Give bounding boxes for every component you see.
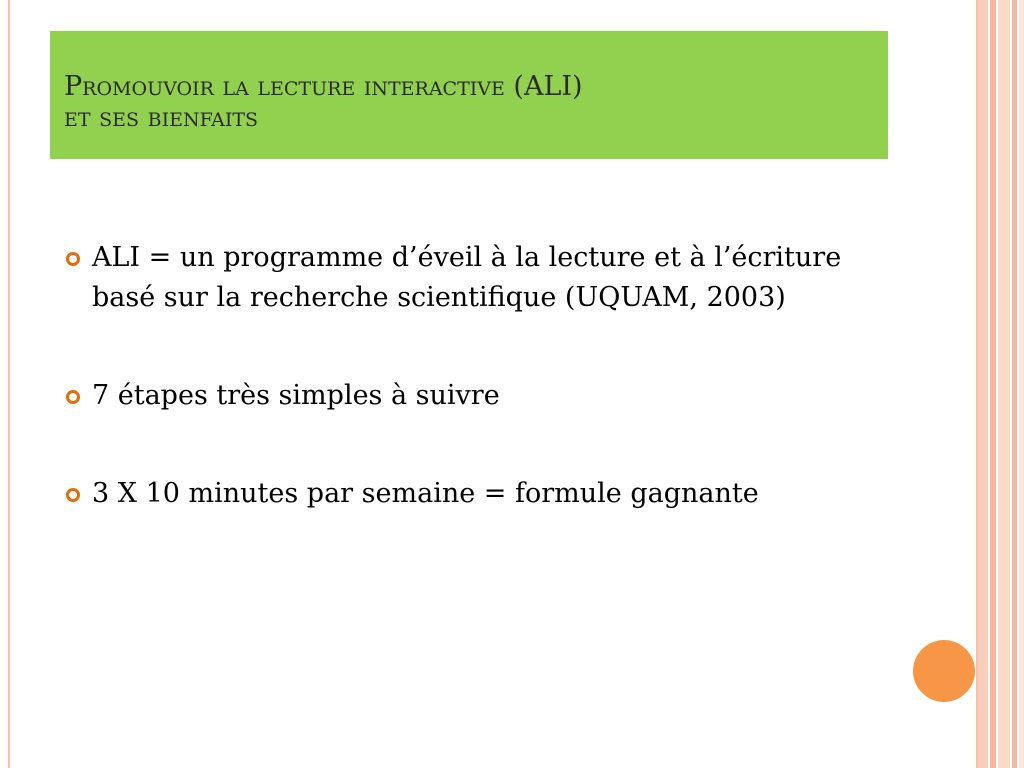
bullet-text: 3 X 10 minutes par semaine = formule gagnante	[92, 478, 759, 509]
slide-title-line-1: Promouvoir la lecture interactive (ALI)	[64, 71, 583, 102]
bullet-list	[64, 238, 864, 572]
bullet-circle-icon	[66, 252, 80, 266]
decorative-stripe	[998, 0, 1010, 768]
bullet-circle-icon	[66, 488, 80, 502]
bullet-item	[64, 238, 864, 318]
decorative-stripe	[1019, 0, 1024, 768]
title-bar	[50, 31, 888, 159]
decorative-stripe	[978, 0, 988, 768]
decorative-stripe	[990, 0, 996, 768]
decorative-stripe	[1012, 0, 1017, 768]
bullet-text: 7 étapes très simples à suivre	[92, 380, 500, 411]
slide-title-line-2: et ses bienfaits	[64, 102, 259, 134]
bullet-circle-icon	[66, 390, 80, 404]
bullet-item	[64, 474, 864, 514]
bullet-item	[64, 376, 864, 416]
bullet-text: ALI = un programme d’éveil à la lecture et à l’écriture basé sur la recherche scientifique (UQUAM, 2003)	[92, 242, 842, 313]
decorative-circle	[913, 640, 975, 702]
